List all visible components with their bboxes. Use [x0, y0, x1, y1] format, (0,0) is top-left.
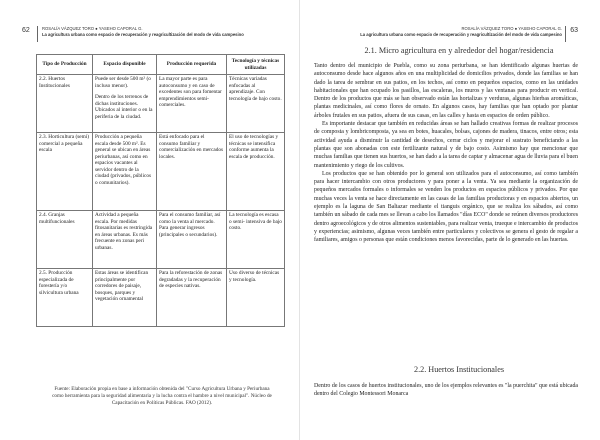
production-types-table: [36, 54, 285, 327]
section-title: 2.1. Micro agricultura en y alrededor del hogar/residencia: [364, 46, 554, 55]
table-row: [37, 75, 285, 133]
cell-tipo: 2.3. Horticultura (semi) comercial a pequeña escala: [37, 133, 93, 211]
paragraph: Dentro de los casos de huertos institucionales, uno de los ejemplos relevantes es "la puerchita" que está ubicada dentro del Colegio Montessori Monarca: [314, 383, 578, 398]
paragraph: Es importante destacar que también en reducidas áreas se han hallado creativas formas de realizar procesos de composta y lombricomposta, ya sea en botes, huacales, bolsas, cajones de madera, tinacos, entre otros; esta actividad ayuda a disminuir la cantidad de desechos, cerrar ciclos y mejorar el sustrato beneficiando a las plantas que son abonadas con este fertilizante natural y de bajo costo. Asimismo hay que mencionar que muchas familias que tienen sus huertos, se han dado a la tarea de captar y almacenar agua de lluvia para el buen mantenimiento y riego de los cultivos.: [314, 121, 578, 169]
cell-tecnologia: Técnicas variadas enfocadas al aprendizaje. Con tecnología de bajo costo.: [227, 75, 285, 133]
page-number: 62: [22, 27, 30, 34]
cell-tipo: 2.5. Producción especializada de forestería y/o silvicultura urbana: [37, 269, 93, 327]
cell-tecnologia: El uso de tecnologías y técnicas se intensifica conforme aumenta la escala de producción.: [227, 133, 285, 211]
table-row: [37, 211, 285, 269]
cell-espacio: Actividad a pequeña escala. Por medidas fitosanitarias es restringida en áreas urbanas. Es más frecuente en zonas peri urbanas.: [93, 211, 157, 269]
section-body: [314, 382, 578, 399]
section-title: 2.2. Huertos Institucionales: [413, 365, 505, 374]
header-divider: [37, 26, 38, 42]
header-tipo: Tipo de Producción: [37, 55, 93, 75]
paragraph: Los productos que se han obtenido por lo general son utilizados para el autoconsumo, así como también para hacer intercambio con otros productores y para poner a la venta. Ya sea mediante la organización de pequeños mercados formales o informales se venden los productos en espacios públicos y privados. Por que muchas veces la venta se hace directamente en las casas de las familias productoras y en espacios abiertos, un ejemplo es la laguna de San Baltazar mediante el tianguis orgánico, que se realiza los sábados, así como también un sábado de cada mes se llevan a cabo los llamados "días ECO" donde se reúnen diversos productores dentro agroecológicos y de otros alimentos sustentables, para realizar venta, trueque e intercambio de productos y experiencias; asimismo, algunas veces también entre particulares y colectivos se genera el gesto de regalar a familiares, amigos o personas que están condiciones menos favorecidas, parte de lo generado en las huertas.: [314, 170, 578, 244]
header-tecnologia: Tecnología y técnicas utilizadas: [227, 55, 285, 75]
cell-tecnologia: Uso diverso de técnicas y tecnología.: [227, 269, 285, 327]
cell-espacio-text: Puede ser desde 500 m² (o incluso menor).: [95, 76, 151, 89]
header-divider: [565, 26, 566, 42]
running-author: ROSALÍA VÁZQUEZ TORO ● YASEHO CAPORAL G.: [461, 26, 562, 31]
paragraph: Tanto dentro del municipio de Puebla, como su zona periurbana, se han identificado algunas huertas de autoconsumo desde hace algunos años en una multiplicidad de domicilios privados, donde las familias se han dado la tarea de sembrar en sus patios, en los techos, así como en pequeños espacios, como en las unidades habitacionales que han ocupado los pasillos, las escaleras, los muros y las ventanas para producir en vertical. Dentro de los productos que más se han observado están las hortalizas y verduras, algunas hierbas aromáticas, plantas medicinales, así como flores de ornato. En algunos casos, hay familias que han optado por plantar árboles frutales en sus patios, afuera de sus casas, en las calles y hasta en espacios de orden público.: [314, 63, 578, 119]
cell-espacio: Producción a pequeña escala desde 500 m². Es general se ubican en áreas periurbanas, así como en espacios vacantes al servidor dentro de la ciudad (privados, públicos o comunitarios).: [93, 133, 157, 211]
table-row: [37, 269, 285, 327]
header-espacio: Espacio disponible: [93, 55, 157, 75]
cell-tipo: 2.4. Granjas multifuncionales: [37, 211, 93, 269]
table-row: [37, 133, 285, 211]
section-body: [314, 62, 578, 245]
cell-espacio: Estas áreas se identifican principalmente por corredores de paisaje, bosques, parques y vegetación ornamental: [93, 269, 157, 327]
cell-tecnologia: La tecnología es escasa o semi- intensiva de bajo costo.: [227, 211, 285, 269]
running-title: La agricultura urbana como espacio de recuperación y reagricultización del modo de vida campesino: [360, 32, 562, 37]
running-head: [360, 26, 562, 38]
running-author: ROSALÍA VÁZQUEZ TORO ● YASEHO CAPORAL G.: [42, 26, 143, 31]
header-produccion: Producción requerida: [157, 55, 227, 75]
right-page: [300, 0, 600, 440]
running-head: [42, 26, 244, 38]
cell-tipo: 2.2. Huertos Institucionales: [37, 75, 93, 133]
cell-espacio-text: Dentro de los terrenos de dichas instituciones. Ubicados al interior o en la periferia de la ciudad.: [95, 94, 153, 120]
page-number: 63: [570, 27, 578, 34]
cell-produccion: Para el consumo familiar, así como la venta al mercado. Para generar ingresos (principales o secundarios).: [157, 211, 227, 269]
right-running-header: [312, 26, 578, 48]
table-caption: Fuente: Elaboración propia en base a información obtenida del "Curso Agricultura Urbana y Periurbana como herramienta para la seguridad alimentaria y la lucha contra el hambre a nivel municipal". Núcleo de Capacitación en Políticas Públicas. FAO (2012).: [52, 386, 272, 406]
cell-produccion: Está enfocado para el consumo familiar y comercialización en mercados locales.: [157, 133, 227, 211]
table-header-row: [37, 55, 285, 75]
cell-espacio: [93, 75, 157, 133]
running-title: La agricultura urbana como espacio de recuperación y reagricultización del modo de vida campesino: [42, 32, 244, 37]
cell-produccion: La mayor parte es para autoconsumo y en caso de excedentes son para fomentar emprendimientos semi-comerciales.: [157, 75, 227, 133]
cell-produccion: Para la reforestación de zonas degradadas y la recuperación de especies nativas.: [157, 269, 227, 327]
left-running-header: [22, 26, 290, 48]
